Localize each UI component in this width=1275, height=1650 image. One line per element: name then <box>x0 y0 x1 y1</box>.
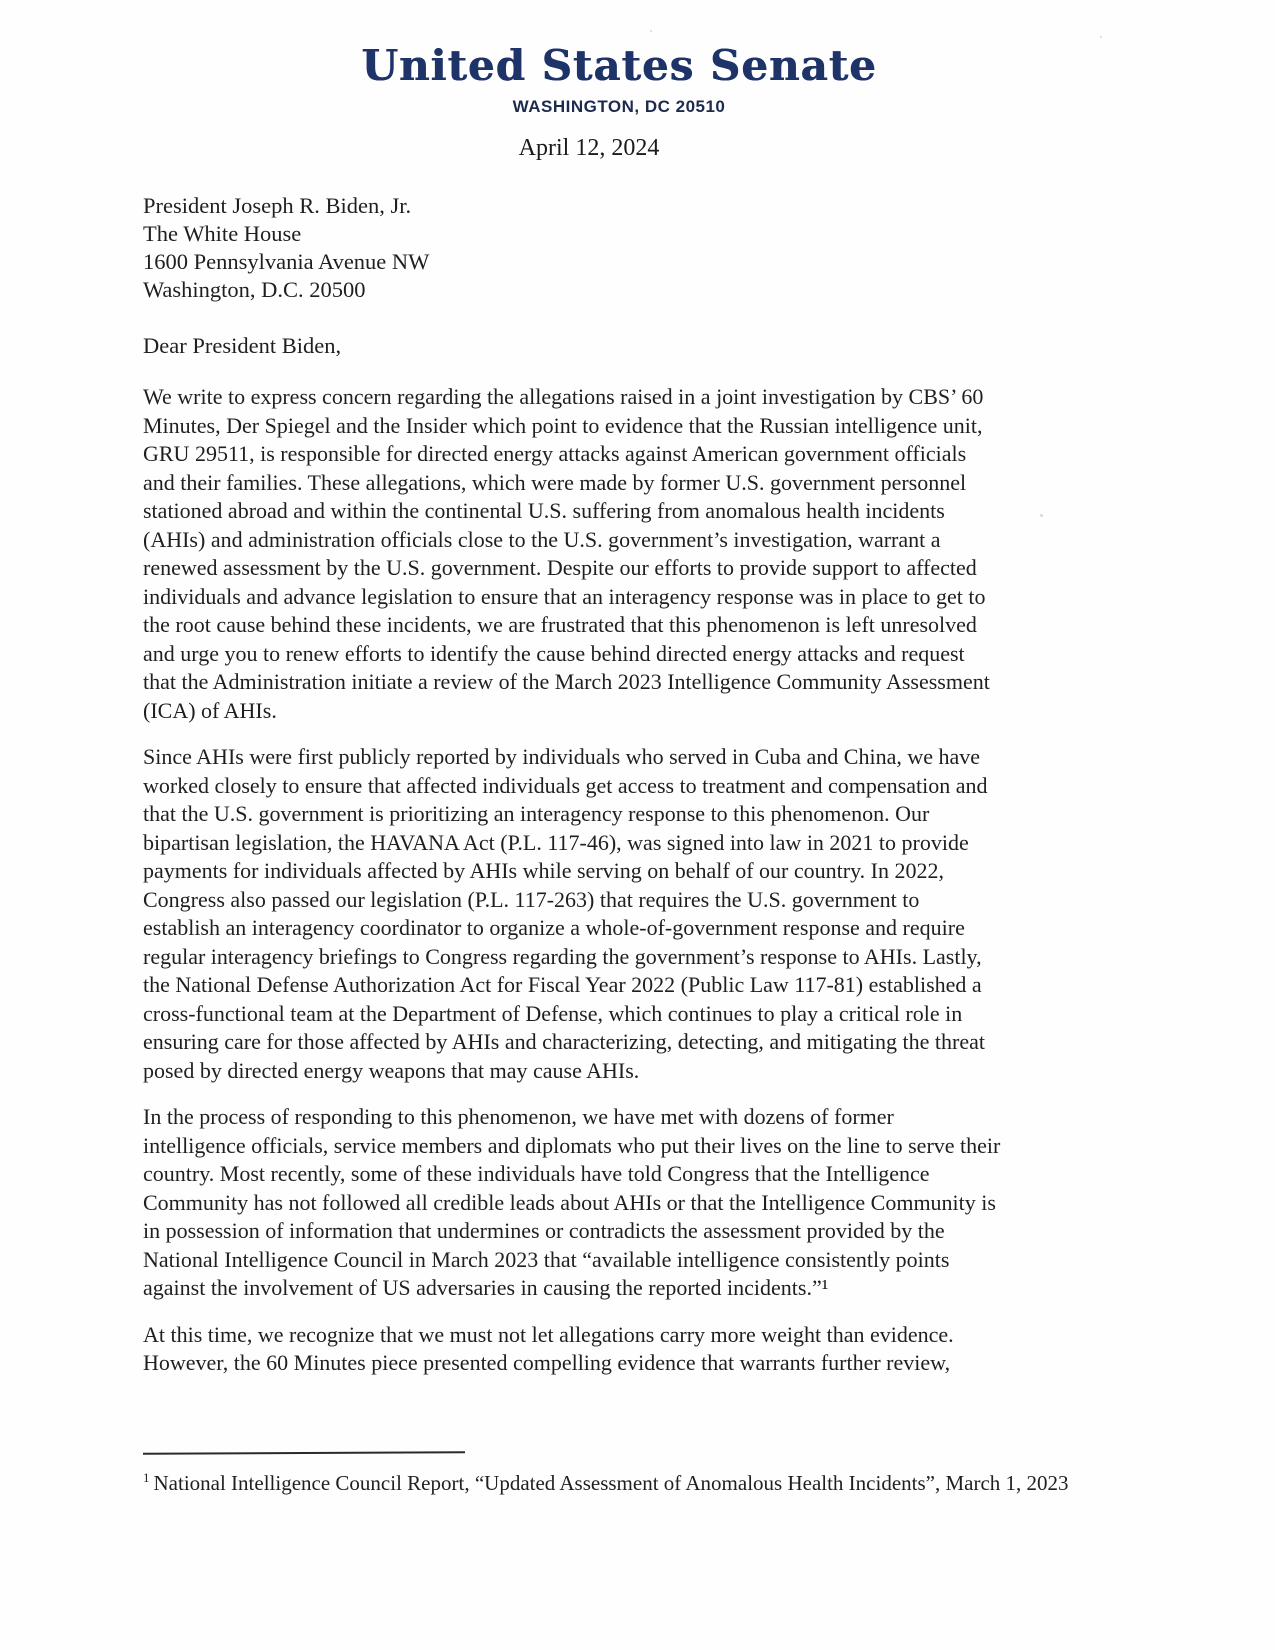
text-line: regular interagency briefings to Congress regarding the government’s response to AHIs. Lastly, <box>143 943 982 969</box>
text-line: worked closely to ensure that affected individuals get access to treatment and compensation and <box>143 772 988 798</box>
paragraph-testimony <box>143 1103 1095 1303</box>
text-line: (AHIs) and administration officials close to the U.S. government’s investigation, warrant a <box>143 526 941 552</box>
text-line: Minutes, Der Spiegel and the Insider which point to evidence that the Russian intelligence unit, <box>143 412 983 438</box>
text-line: the root cause behind these incidents, we are frustrated that this phenomenon is left unresolved <box>143 612 977 637</box>
letterhead-address-line: WASHINGTON, DC 20510 <box>512 97 726 116</box>
footnote <box>143 1465 1103 1496</box>
text-line: President Joseph R. Biden, Jr. <box>143 193 412 218</box>
text-line: individuals and advance legislation to ensure that an interagency response was in place to get to <box>143 583 986 609</box>
scan-speck <box>650 30 652 32</box>
letterhead <box>143 42 1095 162</box>
text-line: We write to express concern regarding the allegations raised in a joint investigation by CBS’ 60 <box>143 384 984 409</box>
text-line: GRU 29511, is responsible for directed energy attacks against American government officials <box>143 441 967 466</box>
text-line: cross-functional team at the Department of Defense, which continues to play a critical role in <box>143 1000 963 1026</box>
scan-speck <box>1040 514 1043 517</box>
text-line: Congress also passed our legislation (P.L. 117-263) that requires the U.S. government to <box>143 886 920 912</box>
footnote-area <box>143 1452 1103 1496</box>
text-line: that the Administration initiate a review of the March 2023 Intelligence Community Assessment <box>143 669 990 694</box>
text-line: intelligence officials, service members and diplomats who put their lives on the line to serve their <box>143 1132 1001 1158</box>
text-line: renewed assessment by the U.S. government. Despite our efforts to provide support to affected <box>143 555 977 580</box>
text-line: establish an interagency coordinator to organize a whole-of-government response and require <box>143 915 965 940</box>
text-line: The White House <box>143 221 302 246</box>
paragraph-allegations <box>143 383 1095 725</box>
text-line: the National Defense Authorization Act for Fiscal Year 2022 (Public Law 117-81) established a <box>143 972 982 997</box>
text-line: National Intelligence Council in March 2023 that “available intelligence consistently points <box>143 1246 950 1272</box>
text-line: 1600 Pennsylvania Avenue NW <box>143 249 430 274</box>
text-line: against the involvement of US adversaries in causing the reported incidents.”¹ <box>143 1275 829 1300</box>
text-line: Washington, D.C. 20500 <box>143 277 366 302</box>
salutation: Dear President Biden, <box>143 333 342 358</box>
footnote-marker: 1 <box>143 1470 150 1485</box>
text-line: However, the 60 Minutes piece presented compelling evidence that warrants further review, <box>143 1350 951 1375</box>
letter-body <box>143 383 1095 1378</box>
footnote-separator-rule <box>143 1451 465 1454</box>
text-line: In the process of responding to this phenomenon, we have met with dozens of former <box>143 1104 894 1129</box>
paragraph-evidence <box>143 1321 1095 1378</box>
text-line: Since AHIs were first publicly reported by individuals who served in Cuba and China, we have <box>143 744 981 769</box>
text-line: bipartisan legislation, the HAVANA Act (P.L. 117-46), was signed into law in 2021 to provide <box>143 829 969 855</box>
text-line: Community has not followed all credible leads about AHIs or that the Intelligence Community is <box>143 1189 996 1215</box>
footnote-text: National Intelligence Council Report, “Updated Assessment of Anomalous Health Incidents”, March 1, 2023 <box>153 1471 1069 1495</box>
text-line: country. Most recently, some of these individuals have told Congress that the Intelligence <box>143 1161 930 1186</box>
text-line: payments for individuals affected by AHIs while serving on behalf of our country. In 2022, <box>143 858 944 883</box>
text-line: and urge you to renew efforts to identify the cause behind directed energy attacks and request <box>143 640 965 666</box>
text-line: that the U.S. government is prioritizing an interagency response to this phenomenon. Our <box>143 801 930 826</box>
text-line: stationed abroad and within the continental U.S. suffering from anomalous health incidents <box>143 498 945 523</box>
text-line: posed by directed energy weapons that may cause AHIs. <box>143 1057 640 1083</box>
letter-date: April 12, 2024 <box>518 135 660 161</box>
text-line: ensuring care for those affected by AHIs and characterizing, detecting, and mitigating the threat <box>143 1029 985 1054</box>
paragraph-legislation-history <box>143 743 1095 1085</box>
text-line: (ICA) of AHIs. <box>143 697 277 723</box>
text-line: and their families. These allegations, which were made by former U.S. government personnel <box>143 469 967 495</box>
letterhead-org-title: United States Senate <box>361 41 877 90</box>
scan-speck <box>1100 36 1102 38</box>
text-line: At this time, we recognize that we must not let allegations carry more weight than evidence. <box>143 1321 954 1347</box>
recipient-address-block <box>143 192 1095 304</box>
text-line: in possession of information that undermines or contradicts the assessment provided by the <box>143 1218 945 1243</box>
